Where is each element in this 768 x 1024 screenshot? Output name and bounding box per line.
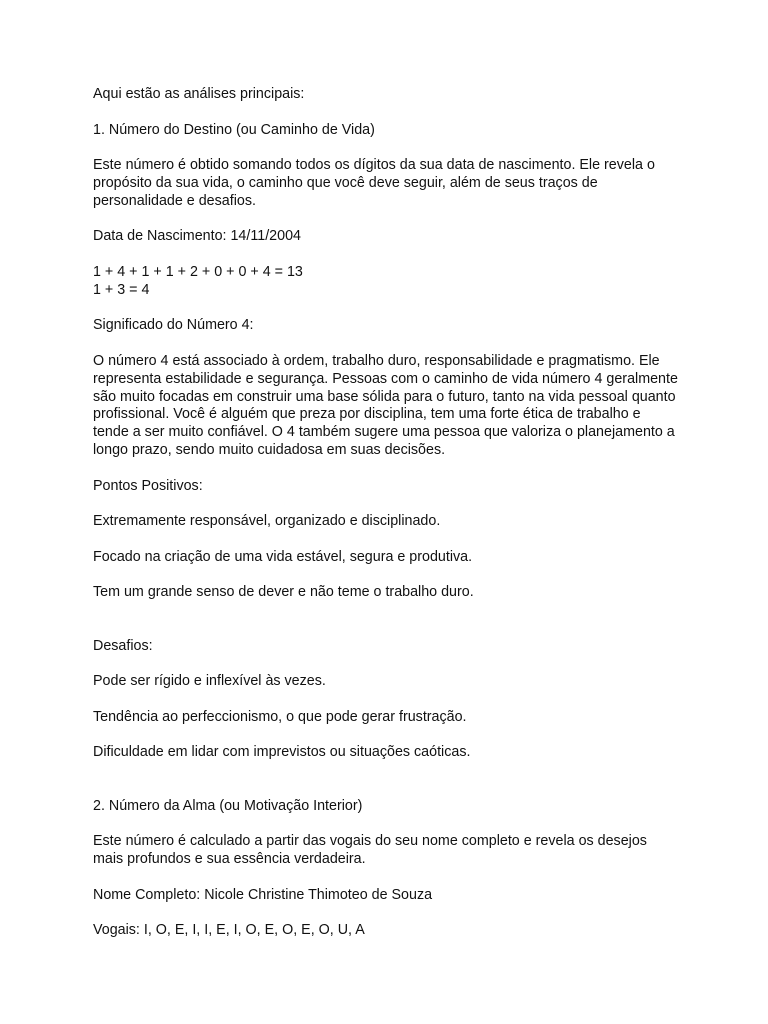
paragraph-line: Este número é obtido somando todos os dígitos da sua data de nascimento. Ele revela o: [93, 157, 655, 174]
calculation-line: 1 + 3 = 4: [93, 281, 150, 298]
challenge-item: Pode ser rígido e inflexível às vezes.: [93, 673, 326, 690]
positives-heading: Pontos Positivos:: [93, 477, 203, 494]
paragraph-line: propósito da sua vida, o caminho que você deve seguir, além de seus traços de: [93, 174, 598, 191]
paragraph-line: longo prazo, sendo muito cuidadosa em suas decisões.: [93, 441, 446, 458]
birth-date: Data de Nascimento: 14/11/2004: [93, 228, 301, 245]
positive-item: Extremamente responsável, organizado e disciplinado.: [93, 513, 441, 530]
section2-heading: 2. Número da Alma (ou Motivação Interior): [93, 797, 363, 814]
paragraph-line: representa estabilidade e segurança. Pessoas com o caminho de vida número 4 geralmente: [93, 370, 678, 387]
document-page: [93, 86, 683, 940]
paragraph-line: personalidade e desafios.: [93, 192, 256, 209]
meaning-paragraph: [93, 353, 683, 460]
intro-text: Aqui estão as análises principais:: [93, 86, 305, 102]
destiny-calculation: [93, 264, 683, 300]
challenges-heading: Desafios:: [93, 637, 153, 654]
paragraph-line: O número 4 está associado à ordem, trabalho duro, responsabilidade e pragmatismo. Ele: [93, 352, 660, 369]
positive-item: Focado na criação de uma vida estável, segura e produtiva.: [93, 548, 473, 565]
paragraph-line: são muito focadas em construir uma base sólida para o futuro, tanto na vida pessoal quanto: [93, 388, 676, 405]
challenge-item: Tendência ao perfeccionismo, o que pode gerar frustração.: [93, 708, 467, 725]
section1-heading: 1. Número do Destino (ou Caminho de Vida): [93, 121, 375, 138]
paragraph-line: profissional. Você é alguém que preza por disciplina, tem uma forte ética de trabalho e: [93, 406, 641, 423]
calculation-line: 1 + 4 + 1 + 1 + 2 + 0 + 0 + 4 = 13: [93, 263, 303, 280]
challenge-item: Dificuldade em lidar com imprevistos ou situações caóticas.: [93, 744, 471, 761]
paragraph-line: mais profundos e sua essência verdadeira.: [93, 851, 366, 868]
positive-item: Tem um grande senso de dever e não teme o trabalho duro.: [93, 584, 474, 601]
vowels-list: Vogais: I, O, E, I, I, E, I, O, E, O, E, O, U, A: [93, 922, 365, 939]
section1-description: [93, 157, 683, 210]
paragraph-line: tende a ser muito confiável. O 4 também sugere uma pessoa que valoriza o planejamento a: [93, 424, 675, 441]
full-name: Nome Completo: Nicole Christine Thimoteo de Souza: [93, 886, 433, 903]
meaning-heading: Significado do Número 4:: [93, 317, 254, 334]
section2-description: [93, 833, 683, 869]
paragraph-line: Este número é calculado a partir das vogais do seu nome completo e revela os desejos: [93, 833, 647, 850]
